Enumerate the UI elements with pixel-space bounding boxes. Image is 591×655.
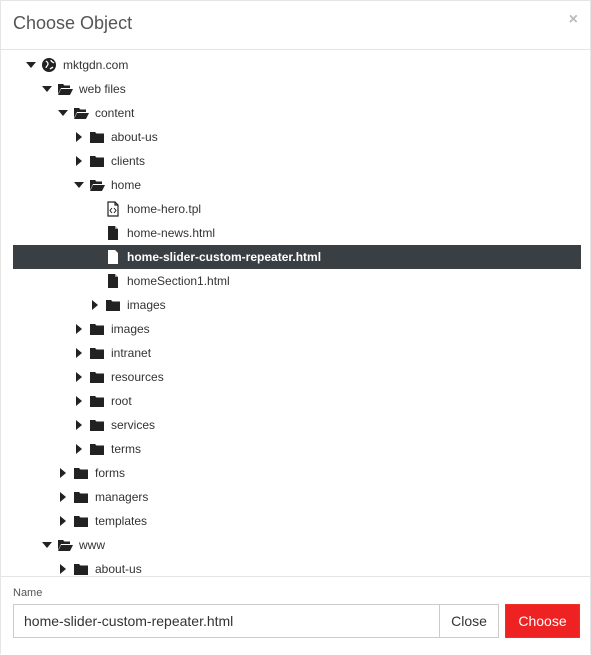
- tree-row-label: home: [111, 178, 142, 192]
- caret-right-icon[interactable]: [57, 485, 69, 509]
- tree-row[interactable]: [13, 461, 581, 485]
- tree-row[interactable]: [13, 53, 581, 77]
- name-label: Name: [13, 587, 43, 599]
- folder-icon: [73, 561, 89, 575]
- tree-row[interactable]: [13, 437, 581, 461]
- dialog-header: [1, 1, 590, 50]
- caret-right-icon[interactable]: [73, 125, 85, 149]
- code-file-icon: [105, 201, 121, 217]
- caret-right-icon[interactable]: [73, 149, 85, 173]
- tree-row[interactable]: [13, 245, 581, 269]
- caret-right-icon[interactable]: [73, 437, 85, 461]
- folder-icon: [73, 465, 89, 481]
- file-icon: [105, 249, 121, 265]
- tree-row-label: web files: [79, 82, 126, 96]
- tree-row-label: home-slider-custom-repeater.html: [127, 250, 322, 264]
- tree-row-label: managers: [95, 490, 149, 504]
- tree-row[interactable]: [13, 389, 581, 413]
- close-button[interactable]: Close: [439, 604, 499, 638]
- tree-row-label: about-us: [111, 130, 158, 144]
- tree-row[interactable]: [13, 317, 581, 341]
- file-icon: [105, 273, 121, 289]
- tree-row[interactable]: [13, 149, 581, 173]
- folder-icon: [89, 129, 105, 145]
- name-input[interactable]: [13, 604, 440, 638]
- tree-row-label: home-hero.tpl: [127, 202, 202, 216]
- tree-row[interactable]: [13, 221, 581, 245]
- tree-row[interactable]: [13, 197, 581, 221]
- folder-icon: [89, 441, 105, 457]
- caret-right-icon[interactable]: [89, 293, 101, 317]
- caret-right-icon[interactable]: [57, 557, 69, 575]
- tree-row-label: images: [111, 322, 150, 336]
- tree-row[interactable]: [13, 413, 581, 437]
- caret-down-icon[interactable]: [57, 101, 69, 125]
- tree-row-label: clients: [111, 154, 146, 168]
- tree-row[interactable]: [13, 509, 581, 533]
- tree-row[interactable]: [13, 293, 581, 317]
- tree-row[interactable]: [13, 101, 581, 125]
- caret-right-icon[interactable]: [73, 317, 85, 341]
- tree-row-label: templates: [95, 514, 148, 528]
- tree-row-label: images: [127, 298, 166, 312]
- folder-open-icon: [57, 81, 73, 97]
- tree-row-label: intranet: [111, 346, 152, 360]
- tree-row-label: services: [111, 418, 156, 432]
- choose-button[interactable]: Choose: [505, 604, 580, 638]
- tree-row-label: home-news.html: [127, 226, 216, 240]
- folder-icon: [89, 345, 105, 361]
- dialog-footer: [1, 576, 590, 655]
- tree-row[interactable]: [13, 125, 581, 149]
- tree-row-label: terms: [111, 442, 141, 456]
- caret-down-icon[interactable]: [73, 173, 85, 197]
- caret-right-icon[interactable]: [73, 365, 85, 389]
- caret-down-icon[interactable]: [41, 533, 53, 557]
- tree-row-label: homeSection1.html: [127, 274, 230, 288]
- tree-row-label: resources: [111, 370, 164, 384]
- tree-row[interactable]: [13, 557, 581, 575]
- tree-row[interactable]: [13, 269, 581, 293]
- folder-open-icon: [89, 177, 105, 193]
- folder-icon: [73, 489, 89, 505]
- file-icon: [105, 225, 121, 241]
- caret-right-icon[interactable]: [73, 413, 85, 437]
- tree-row-label: content: [95, 106, 135, 120]
- folder-icon: [73, 513, 89, 529]
- folder-open-icon: [57, 537, 73, 553]
- tree-row-label: www: [79, 538, 105, 552]
- tree-row[interactable]: [13, 173, 581, 197]
- close-icon[interactable]: ×: [568, 11, 578, 28]
- folder-icon: [89, 393, 105, 409]
- tree-row-label: root: [111, 394, 132, 408]
- folder-icon: [89, 417, 105, 433]
- tree-row[interactable]: [13, 485, 581, 509]
- folder-open-icon: [73, 105, 89, 121]
- globe-icon: [41, 57, 57, 73]
- tree-row-label: forms: [95, 466, 125, 480]
- object-tree: [1, 53, 590, 575]
- caret-right-icon[interactable]: [57, 461, 69, 485]
- tree-row[interactable]: [13, 533, 581, 557]
- caret-right-icon[interactable]: [73, 341, 85, 365]
- tree-row-label: about-us: [95, 562, 142, 575]
- folder-icon: [89, 153, 105, 169]
- caret-right-icon[interactable]: [57, 509, 69, 533]
- caret-right-icon[interactable]: [73, 389, 85, 413]
- tree-row[interactable]: [13, 341, 581, 365]
- caret-down-icon[interactable]: [25, 53, 37, 77]
- tree-row-label: mktgdn.com: [63, 58, 129, 72]
- tree-row[interactable]: [13, 365, 581, 389]
- folder-icon: [89, 369, 105, 385]
- folder-icon: [89, 321, 105, 337]
- tree-row[interactable]: [13, 77, 581, 101]
- dialog-title: Choose Object: [13, 13, 133, 33]
- caret-down-icon[interactable]: [41, 77, 53, 101]
- folder-icon: [105, 297, 121, 313]
